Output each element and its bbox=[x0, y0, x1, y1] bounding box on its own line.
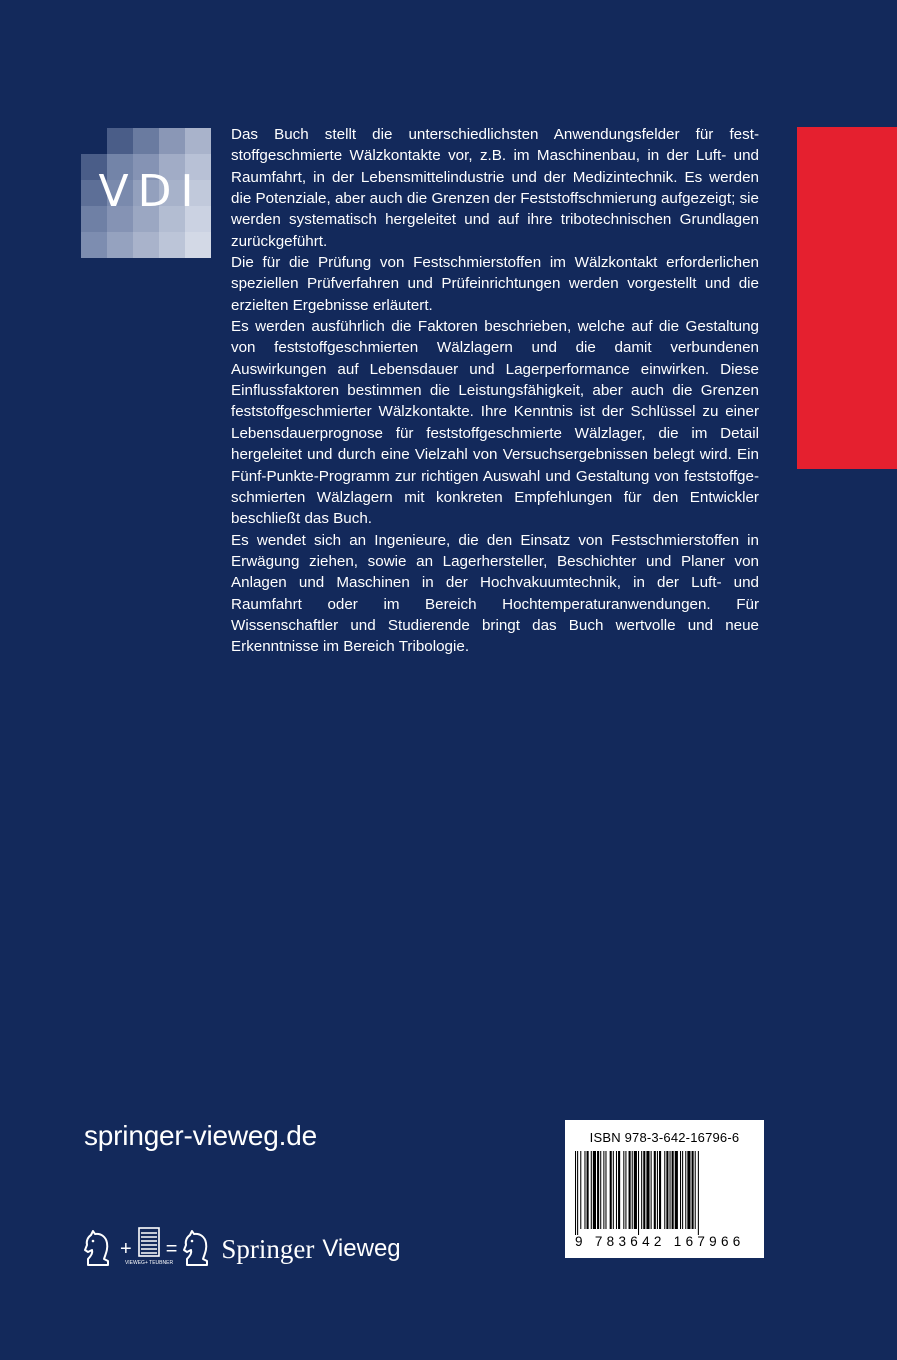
barcode-bar bbox=[610, 1151, 612, 1229]
plus-sign: + bbox=[120, 1237, 132, 1260]
barcode-bar bbox=[603, 1151, 604, 1229]
barcode-bar bbox=[680, 1151, 681, 1229]
barcode-bar bbox=[698, 1151, 699, 1235]
barcode-bar bbox=[651, 1151, 652, 1229]
publisher-website: springer-vieweg.de bbox=[84, 1120, 317, 1151]
equals-sign: = bbox=[165, 1237, 178, 1260]
barcode-bar bbox=[587, 1151, 589, 1229]
barcode-bar bbox=[593, 1151, 596, 1229]
barcode-bar bbox=[685, 1151, 686, 1229]
book-description bbox=[231, 124, 759, 658]
barcode-bar bbox=[632, 1151, 633, 1229]
springer-wordmark: Springer bbox=[221, 1233, 315, 1264]
barcode-bar bbox=[638, 1151, 639, 1235]
springer-knight-icon bbox=[82, 1229, 116, 1269]
isbn-label: ISBN 978-3-642-16796-6 bbox=[589, 1130, 740, 1145]
barcode-bar bbox=[634, 1151, 637, 1229]
barcode-bar bbox=[641, 1151, 642, 1229]
springer-knight-icon-2 bbox=[181, 1229, 215, 1269]
barcode-bar bbox=[695, 1151, 696, 1229]
barcode-bar bbox=[591, 1151, 592, 1229]
barcode-bars bbox=[573, 1151, 756, 1235]
description-paragraph-3: Es werden ausführlich die Faktoren beschrieben, welche auf die Gestaltung von feststoffgeschmierten Wälzlagern und die damit verbundenen Auswirkungen auf Lebensdauer und Lagerperformance einwirken. Diese Einflussfaktoren bestimmen die Leistungsfähigkeit, aber auch die Grenzen feststoffgeschmierter Wälzkontakte. Ihre Kenntnis ist der Schlüssel zu einer Lebensdauerprognose für feststoffgeschmierte Wälzlager, die im Detail hergeleitet und durch eine Vielzahl von Versuchsergebnissen belegt wird. Ein Fünf-Punkte-Programm zur richtigen Auswahl und Gestaltung von feststoffgeschmierten Wälzlagern mit konkreten Empfehlungen für den Entwickler beschließt das Buch. bbox=[231, 318, 759, 528]
barcode-bar bbox=[657, 1151, 658, 1229]
barcode-bar bbox=[643, 1151, 645, 1229]
barcode-bar bbox=[584, 1151, 585, 1229]
barcode-bar bbox=[600, 1151, 601, 1229]
barcode-bar bbox=[625, 1151, 626, 1229]
barcode-bar bbox=[672, 1151, 674, 1229]
barcode-digits: 9 783642 167966 bbox=[575, 1234, 745, 1249]
vieweg-wordmark: Vieweg bbox=[322, 1235, 401, 1262]
description-paragraph-2: Die für die Prüfung von Festschmierstoffen im Wälzkontakt erforderlichen speziellen Prüfverfahren und Prüfeinrichtungen werden vorgestellt und die erzielten Ergebnisse erläutert. bbox=[231, 254, 759, 314]
barcode-bar bbox=[692, 1151, 694, 1229]
barcode-bar bbox=[597, 1151, 599, 1229]
barcode-bar bbox=[675, 1151, 678, 1229]
teubner-label: VIEWEG+ TEUBNER bbox=[124, 1260, 173, 1266]
isbn-barcode bbox=[565, 1120, 764, 1258]
barcode-bar bbox=[687, 1151, 690, 1229]
vdi-logo-text: VDI bbox=[98, 166, 203, 217]
red-accent-tab bbox=[797, 127, 897, 469]
barcode-bar bbox=[613, 1151, 614, 1229]
barcode-bar bbox=[664, 1151, 665, 1229]
barcode-bar bbox=[670, 1151, 671, 1229]
publisher-logo-line bbox=[82, 1224, 401, 1274]
barcode-bar bbox=[580, 1151, 581, 1229]
barcode-bar bbox=[659, 1151, 661, 1229]
barcode-bar bbox=[666, 1151, 668, 1229]
vdi-logo bbox=[81, 128, 211, 258]
barcode-bar bbox=[623, 1151, 624, 1229]
barcode-bar bbox=[616, 1151, 617, 1229]
vieweg-teubner-icon bbox=[124, 1226, 173, 1272]
barcode-bar bbox=[575, 1151, 576, 1235]
barcode-bar bbox=[654, 1151, 656, 1229]
barcode-bar bbox=[646, 1151, 649, 1229]
barcode-bar bbox=[577, 1151, 578, 1235]
description-paragraph-4: Es wendet sich an Ingenieure, die den Einsatz von Festschmierstoffen in Erwägung ziehen, sowie an Lagerhersteller, Beschichter und Planer von Anlagen und Maschinen in der Hochvakuumtechnik, in der Luft- und Raumfahrt oder im Bereich Hochtemperaturanwendungen. Für Wissenschaftler und Studierende bringt das Buch wertvolle und neue Erkenntnisse im Bereich Tribologie. bbox=[231, 531, 759, 656]
barcode-bar bbox=[682, 1151, 683, 1229]
barcode-bar bbox=[605, 1151, 606, 1229]
barcode-bar bbox=[618, 1151, 620, 1229]
description-paragraph-1: Das Buch stellt die unterschiedlichsten Anwendungsfelder für feststoffgeschmierte Wälzkontakte vor, z.B. im Maschinenbau, in der Luft- und Raumfahrt, in der Lebensmittelindustrie und der Medizintechnik. Es werden die Potenziale, aber auch die Grenzen der Feststoffschmierung aufgezeigt; sie werden systematisch hergeleitet und auf ihre tribotechnischen Grundlagen zurückgeführt. bbox=[231, 126, 759, 250]
barcode-bar bbox=[629, 1151, 631, 1229]
